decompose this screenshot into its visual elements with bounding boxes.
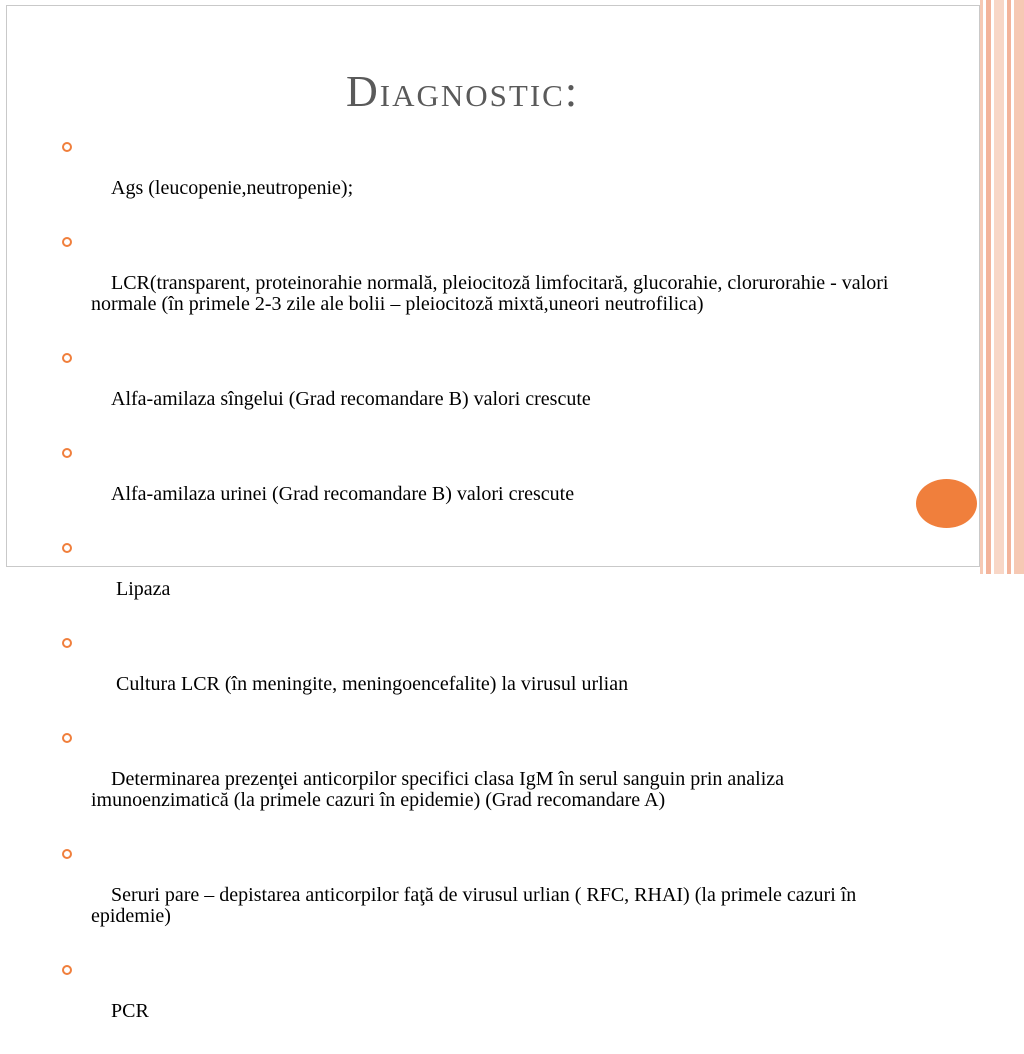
- bullet-circle-icon: [62, 353, 72, 363]
- stripe: [1007, 0, 1011, 574]
- bullet-list: [62, 136, 902, 1054]
- bullet-item: [62, 136, 902, 220]
- stripe: [994, 0, 1004, 574]
- bullet-text: Determinarea prezenţei anticorpilor specifici clasa IgM în serul sanguin prin analiza imunoenzimatică (la primele cazuri în epidemie) (Grad recomandare A): [91, 768, 790, 811]
- stripe: [986, 0, 991, 574]
- bullet-circle-icon: [62, 638, 72, 648]
- bullet-item: [62, 442, 902, 526]
- bullet-circle-icon: [62, 849, 72, 859]
- bullet-text: Lipaza: [111, 578, 171, 600]
- bullet-text: Alfa-amilaza urinei (Grad recomandare B) valori crescute: [111, 483, 575, 505]
- bullet-text: Alfa-amilaza sîngelui (Grad recomandare B) valori crescute: [111, 388, 591, 410]
- stripe: [1014, 0, 1024, 574]
- stripe: [980, 0, 983, 574]
- decorative-orange-circle: [916, 479, 977, 528]
- bullet-item: [62, 843, 902, 948]
- decorative-stripes: [980, 0, 1024, 574]
- bullet-circle-icon: [62, 733, 72, 743]
- bullet-item: [62, 537, 902, 621]
- bullet-circle-icon: [62, 142, 72, 152]
- bullet-text: LCR(transparent, proteinorahie normală, pleiocitoză limfocitară, glucorahie, clorurorahie - valori normale (în primele 2-3 zile ale bolii – pleiocitoză mixtă,uneori neutrofilica): [91, 272, 894, 315]
- slide-title: Diagnostic:: [346, 67, 580, 116]
- bullet-item: [62, 727, 902, 832]
- bullet-circle-icon: [62, 965, 72, 975]
- bullet-circle-icon: [62, 543, 72, 553]
- bullet-text: Ags (leucopenie,neutropenie);: [111, 177, 354, 199]
- bullet-item: [62, 959, 902, 1043]
- bullet-circle-icon: [62, 448, 72, 458]
- bullet-text: PCR: [111, 1000, 149, 1022]
- bullet-item: [62, 347, 902, 431]
- bullet-item: [62, 231, 902, 336]
- bullet-text: Cultura LCR (în meningite, meningoencefalite) la virusul urlian: [111, 673, 629, 695]
- bullet-circle-icon: [62, 237, 72, 247]
- bullet-item: [62, 632, 902, 716]
- bullet-text: Seruri pare – depistarea anticorpilor faţă de virusul urlian ( RFC, RHAI) (la primele cazuri în epidemie): [91, 884, 862, 927]
